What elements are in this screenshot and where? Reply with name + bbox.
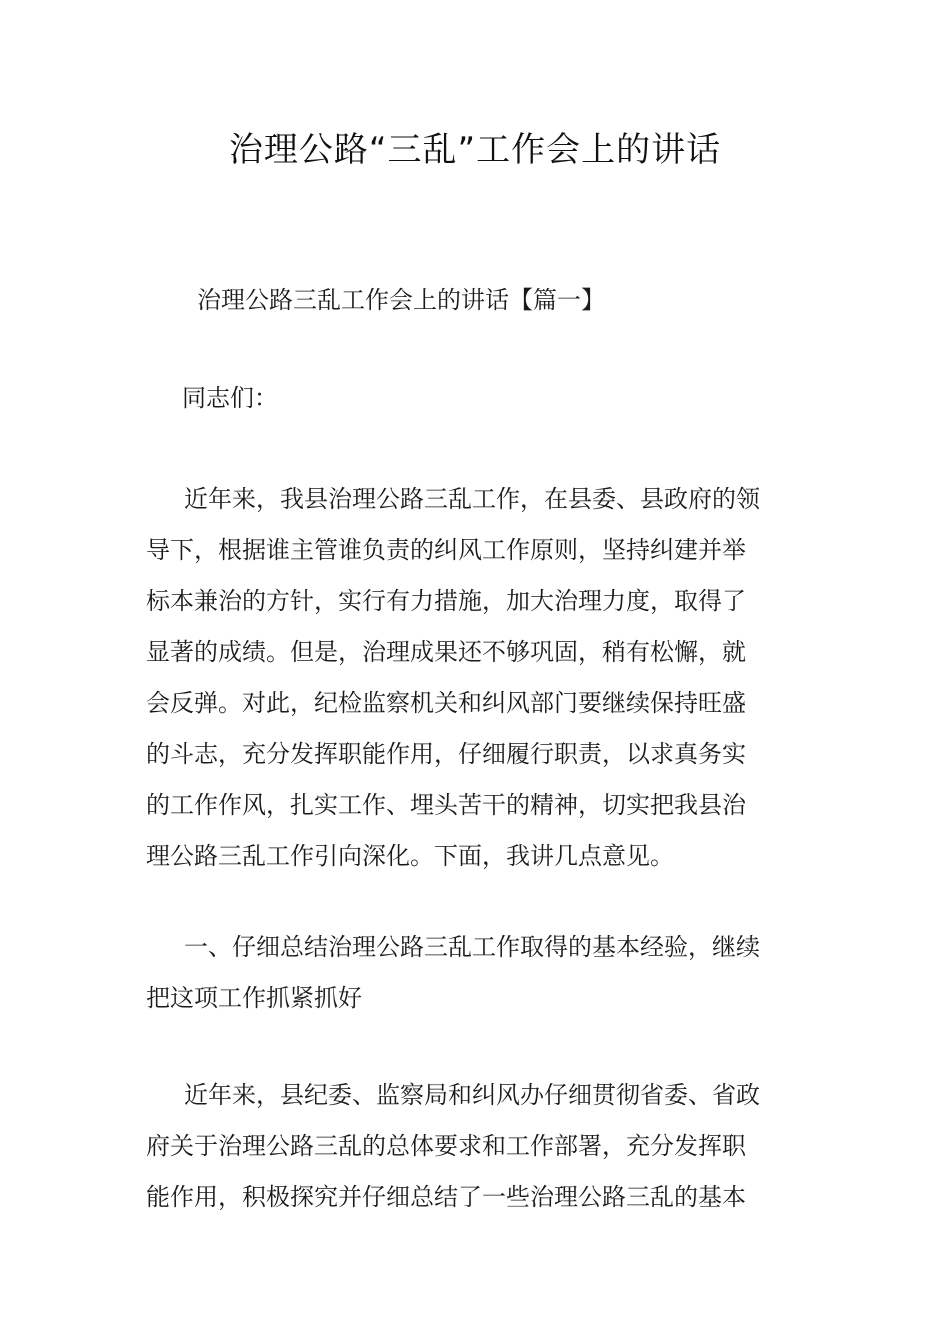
paragraph-line: 的斗志，充分发挥职能作用，仔细履行职责，以求真务实: [146, 740, 746, 768]
paragraph-section-one: [146, 1070, 808, 1223]
paragraph-line: 导下，根据谁主管谁负责的纠风工作原则，坚持纠建并举: [146, 536, 746, 564]
paragraph-line: 会反弹。对此，纪检监察机关和纠风部门要继续保持旺盛: [146, 689, 746, 717]
paragraph-line: 把这项工作抓紧抓好: [146, 984, 362, 1012]
paragraph-line: 理公路三乱工作引向深化。下面，我讲几点意见。: [146, 842, 674, 870]
paragraph-line: 近年来，我县治理公路三乱工作，在县委、县政府的领: [184, 485, 760, 513]
document-subtitle: 治理公路三乱工作会上的讲话【篇一】: [197, 286, 605, 314]
document-title: 治理公路“三乱”工作会上的讲话: [228, 130, 722, 170]
salutation: 同志们：: [182, 384, 278, 412]
paragraph-line: 显著的成绩。但是，治理成果还不够巩固，稍有松懈，就: [146, 638, 746, 666]
paragraph-line: 标本兼治的方针，实行有力措施，加大治理力度，取得了: [146, 587, 746, 615]
paragraph-line: 的工作作风，扎实工作、埋头苦干的精神，切实把我县治: [146, 791, 746, 819]
paragraph-line: 府关于治理公路三乱的总体要求和工作部署，充分发挥职: [146, 1132, 746, 1160]
paragraph-intro: [146, 474, 808, 882]
paragraph-line: 能作用，积极探究并仔细总结了一些治理公路三乱的基本: [146, 1183, 746, 1211]
paragraph-line: 近年来，县纪委、监察局和纠风办仔细贯彻省委、省政: [184, 1081, 760, 1109]
paragraph-line: 一、仔细总结治理公路三乱工作取得的基本经验，继续: [184, 933, 760, 961]
section-heading-one: [146, 922, 808, 1024]
